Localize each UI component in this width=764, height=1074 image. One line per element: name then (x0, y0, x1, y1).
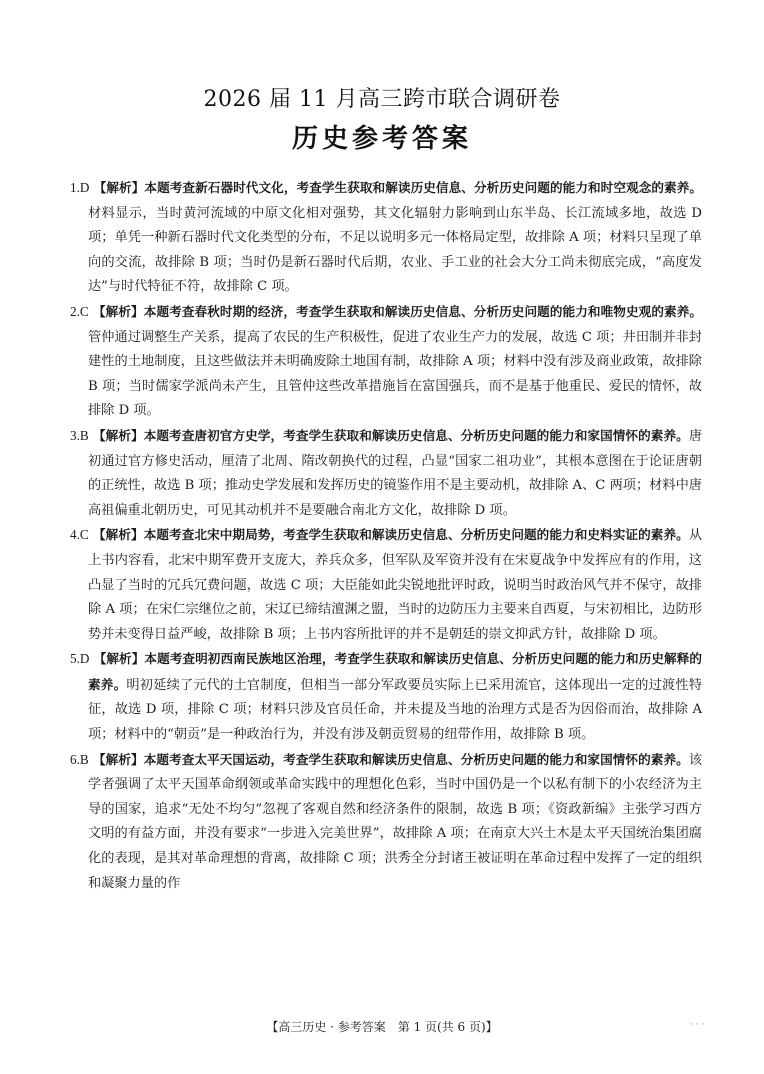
answer-item-3: 3.B 【解析】本题考查唐初官方史学，考查学生获取和解读历史信息、分析历史问题的能力和家国情怀的素养。唐初通过官方修史活动，厘清了北周、隋改朝换代的过程，凸显“国家二祖功业”，其根本意图在于论证唐朝的正统性，故选 B 项；推动史学发展和发挥历史的镜鉴作用不是主要动机，故排除 A、C 两项；材料中唐高祖偏重北朝历史，可见其动机并不是要融合南北方文化，故排除 D 项。 (70, 427, 703, 518)
analysis-tag: 【解析】 (92, 751, 144, 767)
item-lead: 本题考查太平天国运动，考查学生获取和解读历史信息、分析历史问题的能力和家国情怀的素养。 (143, 751, 689, 767)
footer-mark: · · · (690, 1020, 705, 1030)
item-lead: 本题考查春秋时期的经济，考查学生获取和解读历史信息、分析历史问题的能力和唯物史观的素养。 (143, 303, 703, 319)
analysis-tag: 【解析】 (93, 651, 145, 667)
answer-item-5: 5.D 【解析】本题考查明初西南民族地区治理，考查学生获取和解读历史信息、分析历史问题的能力和历史解释的素养。明初延续了元代的土官制度，但相当一部分军政要员实际上已采用流官，这体现出一定的过渡性特征，故选 D 项，排除 C 项；材料只涉及官员任命，并未提及当地的治理方式是否为因俗而治，故排除 A 项；材料中的“朝贡”是一种政治行为，并没有涉及朝贡贸易的纽带作用，故排除 B 项。 (70, 651, 703, 743)
item-body: 明初延续了元代的土官制度，但相当一部分军政要员实际上已采用流官，这体现出一定的过渡性特征，故选 D 项，排除 C 项；材料只涉及官员任命，并未提及当地的治理方式是否为因俗而治，故排除 A 项；材料中的“朝贡”是一种政治行为，并没有涉及朝贡贸易的纽带作用，故排除 B 项。 (88, 677, 703, 743)
analysis-tag: 【解析】 (93, 180, 145, 195)
item-body: 管仲通过调整生产关系，提高了农民的生产积极性，促进了农业生产力的发展，故选 C 项；井田制并非封建性的土地制度，且这些做法并未明确废除土地国有制，故排除 A 项；材料中没有涉及商业政策，故排除 B 项；当时儒家学派尚未产生，且管仲这些改革措施旨在富国强兵，而不是基于他重民、爱民的情怀，故排除 D 项。 (88, 329, 702, 419)
answer-list (70, 176, 702, 896)
item-body: 从上书内容看，北宋中期军费开支庞大，养兵众多，但军队及军资并没有在宋夏战争中发挥应有的作用，这凸显了当时的冗兵冗费问题，故选 C 项；大臣能如此尖锐地批评时政，说明当时政治风气并不保守，故排除 A 项；在宋仁宗继位之前，宋辽已缔结澶渊之盟，当时的边防压力主要来自西夏，与宋初相比，边防形势并未变得日益严峻，故排除 B 项；上书内容所批评的并不是朝廷的崇文抑武方针，故排除 D 项。 (88, 528, 703, 642)
item-body: 材料显示，当时黄河流域的中原文化相对强势，其文化辐射力影响到山东半岛、长江流域多地，故选 D 项；单凭一种新石器时代文化类型的分布，不足以说明多元一体格局定型，故排除 A 项；材料只呈现了单向的交流，故排除 B 项；当时仍是新石器时代后期，农业、手工业的社会大分工尚未彻底完成，“高度发达”与时代特征不符，故排除 C 项。 (88, 205, 702, 295)
item-lead: 本题考查明初西南民族地区治理，考查学生获取和解读历史信息、分析历史问题的能力和历史解释的素养。 (88, 651, 703, 692)
page-footer: 【高三历史 · 参考答案 第 1 页(共 6 页)】 (266, 1020, 498, 1034)
answer-key-title: 历史参考答案 (291, 124, 472, 154)
item-lead: 本题考查北宋中期局势，考查学生获取和解读历史信息、分析历史问题的能力和史料实证的素养。 (143, 527, 689, 543)
analysis-tag: 【解析】 (92, 303, 144, 319)
answer-item-1: 1.D 【解析】本题考查新石器时代文化，考查学生获取和解读历史信息、分析历史问题的能力和时空观念的素养。材料显示，当时黄河流域的中原文化相对强势，其文化辐射力影响到山东半岛、长江流域多地，故选 D 项；单凭一种新石器时代文化类型的分布，不足以说明多元一体格局定型，故排除 A 项；材料只呈现了单向的交流，故排除 B 项；当时仍是新石器时代后期，农业、手工业的社会大分工尚未彻底完成，“高度发达”与时代特征不符，故排除 C 项。 (70, 180, 703, 295)
answer-item-4: 4.C 【解析】本题考查北宋中期局势，考查学生获取和解读历史信息、分析历史问题的能力和史料实证的素养。从上书内容看，北宋中期军费开支庞大，养兵众多，但军队及军资并没有在宋夏战争中发挥应有的作用，这凸显了当时的冗兵冗费问题，故选 C 项；大臣能如此尖锐地批评时政，说明当时政治风气并不保守，故排除 A 项；在宋仁宗继位之前，宋辽已缔结澶渊之盟，当时的边防压力主要来自西夏，与宋初相比，边防形势并未变得日益严峻，故排除 B 项；上书内容所批评的并不是朝廷的崇文抑武方针，故排除 D 项。 (70, 527, 703, 642)
item-body: 唐初通过官方修史活动，厘清了北周、隋改朝换代的过程，凸显“国家二祖功业”，其根本意图在于论证唐朝的正统性，故选 B 项；推动史学发展和发挥历史的镜鉴作用不是主要动机，故排除 A、C 两项；材料中唐高祖偏重北朝历史，可见其动机并不是要融合南北方文化，故排除 D 项。 (88, 428, 703, 518)
answer-item-2: 2.C 【解析】本题考查春秋时期的经济，考查学生获取和解读历史信息、分析历史问题的能力和唯物史观的素养。管仲通过调整生产关系，提高了农民的生产积极性，促进了农业生产力的发展，故选 C 项；井田制并非封建性的土地制度，且这些做法并未明确废除土地国有制，故排除 A 项；材料中没有涉及商业政策，故排除 B 项；当时儒家学派尚未产生，且管仲这些改革措施旨在富国强兵，而不是基于他重民、爱民的情怀，故排除 D 项。 (70, 303, 703, 419)
answer-item-6: 6.B 【解析】本题考查太平天国运动，考查学生获取和解读历史信息、分析历史问题的能力和家国情怀的素养。该学者强调了太平天国革命纲领或革命实践中的理想化色彩，当时中国仍是一个以私有制下的小农经济为主导的国家，追求“无处不均匀”忽视了客观自然和经济条件的限制，故选 B 项；《资政新编》主张学习西方文明的有益方面，并没有要求“一步进入完美世界”，故排除 A 项；在南京大兴土木是太平天国统治集团腐化的表现，是其对革命理想的背离，故排除 C 项；洪秀全分封诸王被证明在革命过程中发挥了一定的组织和凝聚力量的作 (70, 751, 703, 891)
item-lead: 本题考查唐初官方史学，考查学生获取和解读历史信息、分析历史问题的能力和家国情怀的素养。 (143, 427, 689, 443)
exam-title: 2026 届 11 月高三跨市联合调研卷 (203, 87, 561, 112)
item-body: 该学者强调了太平天国革命纲领或革命实践中的理想化色彩，当时中国仍是一个以私有制下的小农经济为主导的国家，追求“无处不均匀”忽视了客观自然和经济条件的限制，故选 B 项；《资政新编》主张学习西方文明的有益方面，并没有要求“一步进入完美世界”，故排除 A 项；在南京大兴土木是太平天国统治集团腐化的表现，是其对革命理想的背离，故排除 C 项；洪秀全分封诸王被证明在革命过程中发挥了一定的组织和凝聚力量的作 (88, 752, 703, 891)
item-lead: 本题考查新石器时代文化，考查学生获取和解读历史信息、分析历史问题的能力和时空观念的素养。 (144, 180, 703, 195)
analysis-tag: 【解析】 (92, 527, 144, 543)
analysis-tag: 【解析】 (92, 427, 144, 443)
